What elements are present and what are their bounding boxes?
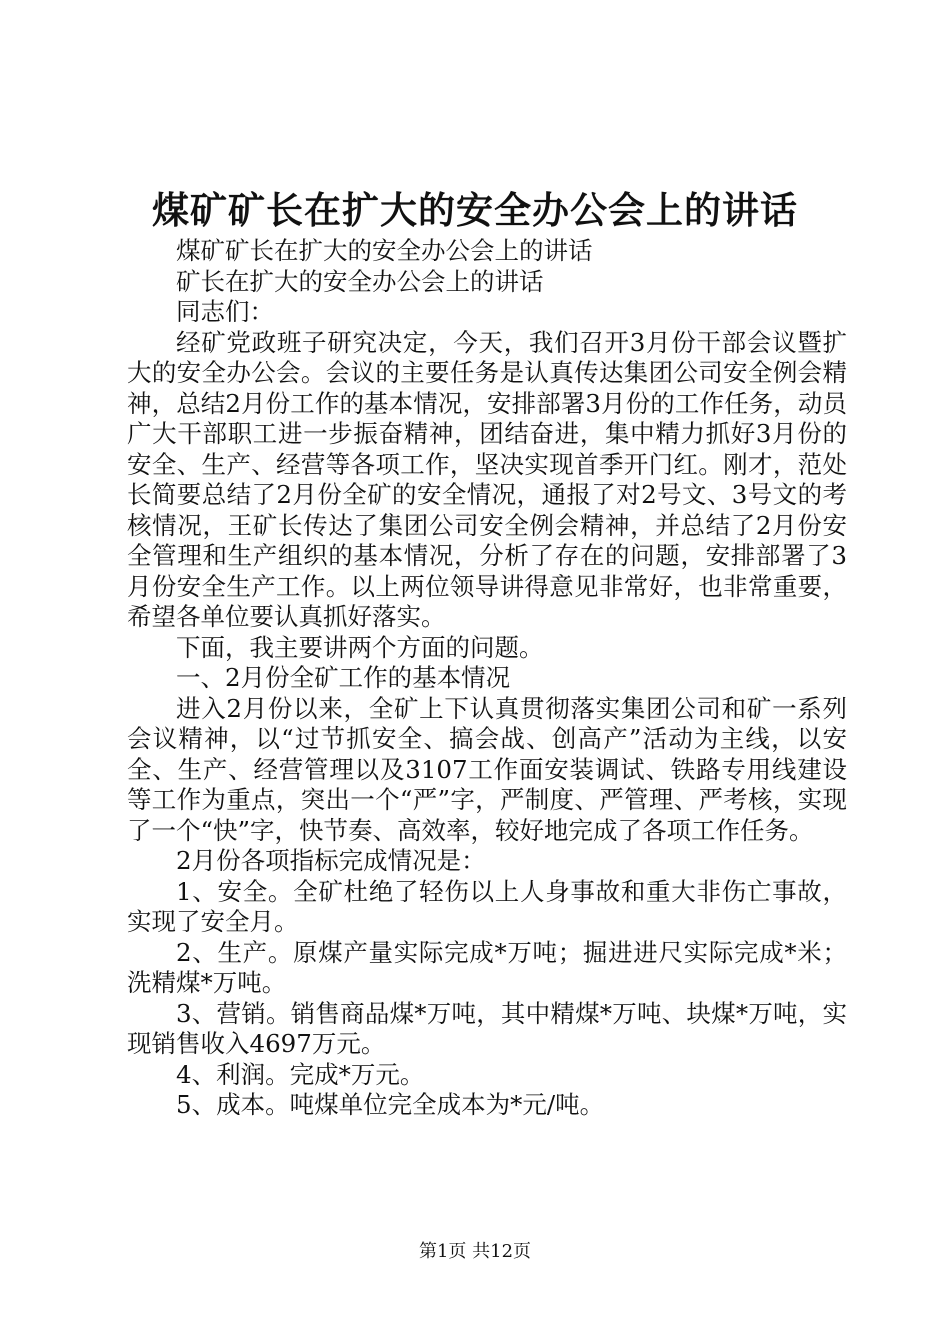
paragraph: 矿长在扩大的安全办公会上的讲话: [176, 266, 544, 296]
paragraph: 煤矿矿长在扩大的安全办公会上的讲话: [176, 236, 593, 265]
paragraph: 下面，我主要讲两个方面的问题。: [176, 632, 544, 662]
paragraph: 一、2月份全矿工作的基本情况: [176, 663, 511, 692]
paragraph: 1、安全。全矿杜绝了轻伤以上人身事故和重大非伤亡事故，实现了安全月。: [127, 876, 847, 936]
paragraph: 4、利润。完成*万元。: [176, 1059, 425, 1089]
page-number-footer: 第1页 共12页: [418, 1241, 532, 1262]
paragraph: 进入2月份以来，全矿上下认真贯彻落实集团公司和矿一系列会议精神，以“过节抓安全、搞会战、创高产”活动为主线，以安全、生产、经营管理以及3107工作面安装调试、铁路专用线建设等工作为重点，突出一个“严”字，严制度、严管理、严考核，实现了一个“快”字，快节奏、高效率，较好地完成了各项工作任务。: [127, 693, 847, 845]
paragraph: 经矿党政班子研究决定，今天，我们召开3月份干部会议暨扩大的安全办公会。会议的主要任务是认真传达集团公司安全例会精神，总结2月份工作的基本情况，安排部署3月份的工作任务，动员广大干部职工进一步振奋精神，团结奋进，集中精力抓好3月份的安全、生产、经营等各项工作，坚决实现首季开门红。刚才，范处长简要总结了2月份全矿的安全情况，通报了对2号文、3号文的考核情况，王矿长传达了集团公司安全例会精神，并总结了2月份安全管理和生产组织的基本情况，分析了存在的问题，安排部署了3月份安全生产工作。以上两位领导讲得意见非常好，也非常重要，希望各单位要认真抓好落实。: [127, 327, 847, 631]
paragraph: 2月份各项指标完成情况是：: [176, 846, 486, 875]
paragraph: 2、生产。原煤产量实际完成*万吨；掘进进尺实际完成*米；洗精煤*万吨。: [127, 937, 847, 997]
document-title: 煤矿矿长在扩大的安全办公会上的讲话: [152, 188, 798, 232]
paragraph: 3、营销。销售商品煤*万吨，其中精煤*万吨、块煤*万吨，实现销售收入4697万元。: [127, 998, 847, 1058]
paragraph: 5、成本。吨煤单位完全成本为*元/吨。: [176, 1090, 605, 1119]
document-body: [127, 236, 847, 1121]
paragraph: 同志们：: [176, 297, 274, 326]
